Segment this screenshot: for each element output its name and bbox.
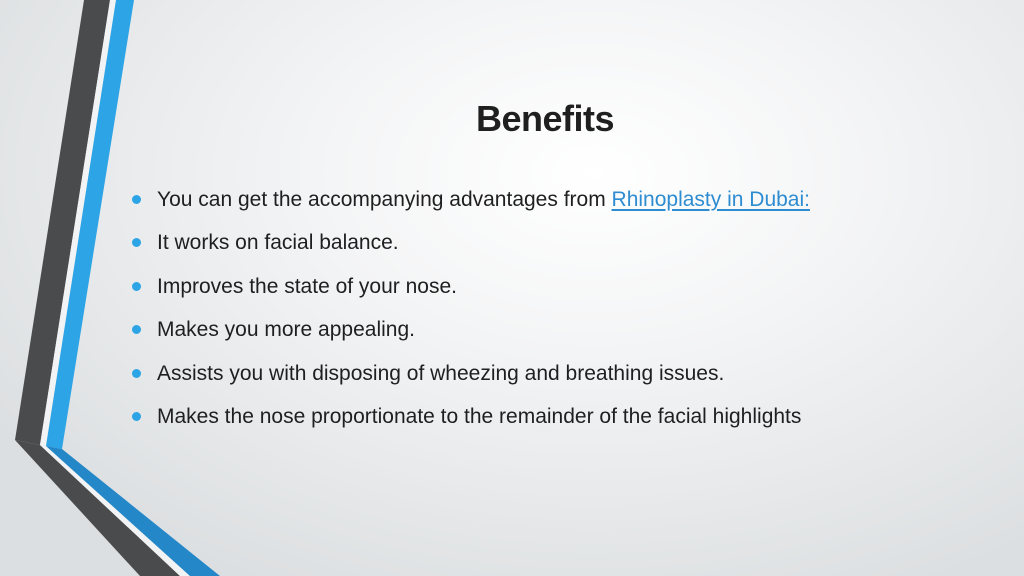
bullet-text: Makes you more appealing.	[157, 318, 415, 342]
bullet-item	[130, 269, 1010, 312]
rhinoplasty-link[interactable]: Rhinoplasty in Dubai:	[611, 188, 810, 211]
bullet-item	[130, 182, 1010, 225]
bullet-item	[130, 356, 1010, 399]
bullet-dot-icon	[132, 369, 141, 378]
bullet-dot-icon	[132, 412, 141, 421]
slide-title: Benefits	[475, 98, 615, 139]
bullet-list	[130, 182, 1010, 442]
bullet-dot-icon	[132, 238, 141, 247]
dark-lower-stripe	[15, 440, 180, 576]
bullet-dot-icon	[132, 325, 141, 334]
bullet-text: Assists you with disposing of wheezing and breathing issues.	[157, 361, 725, 385]
bullet-dot-icon	[132, 195, 141, 204]
bullet-dot-icon	[132, 282, 141, 291]
bullet-text: You can get the accompanying advantages from	[157, 188, 612, 211]
white-lower-gap	[40, 445, 190, 576]
bullet-text: Improves the state of your nose.	[157, 274, 457, 298]
bullet-text: It works on facial balance.	[157, 231, 399, 255]
bullet-text: Makes the nose proportionate to the remainder of the facial highlights	[157, 404, 802, 428]
bullet-item	[130, 312, 1010, 355]
bullet-item	[130, 399, 1010, 442]
bullet-item	[130, 225, 1010, 268]
